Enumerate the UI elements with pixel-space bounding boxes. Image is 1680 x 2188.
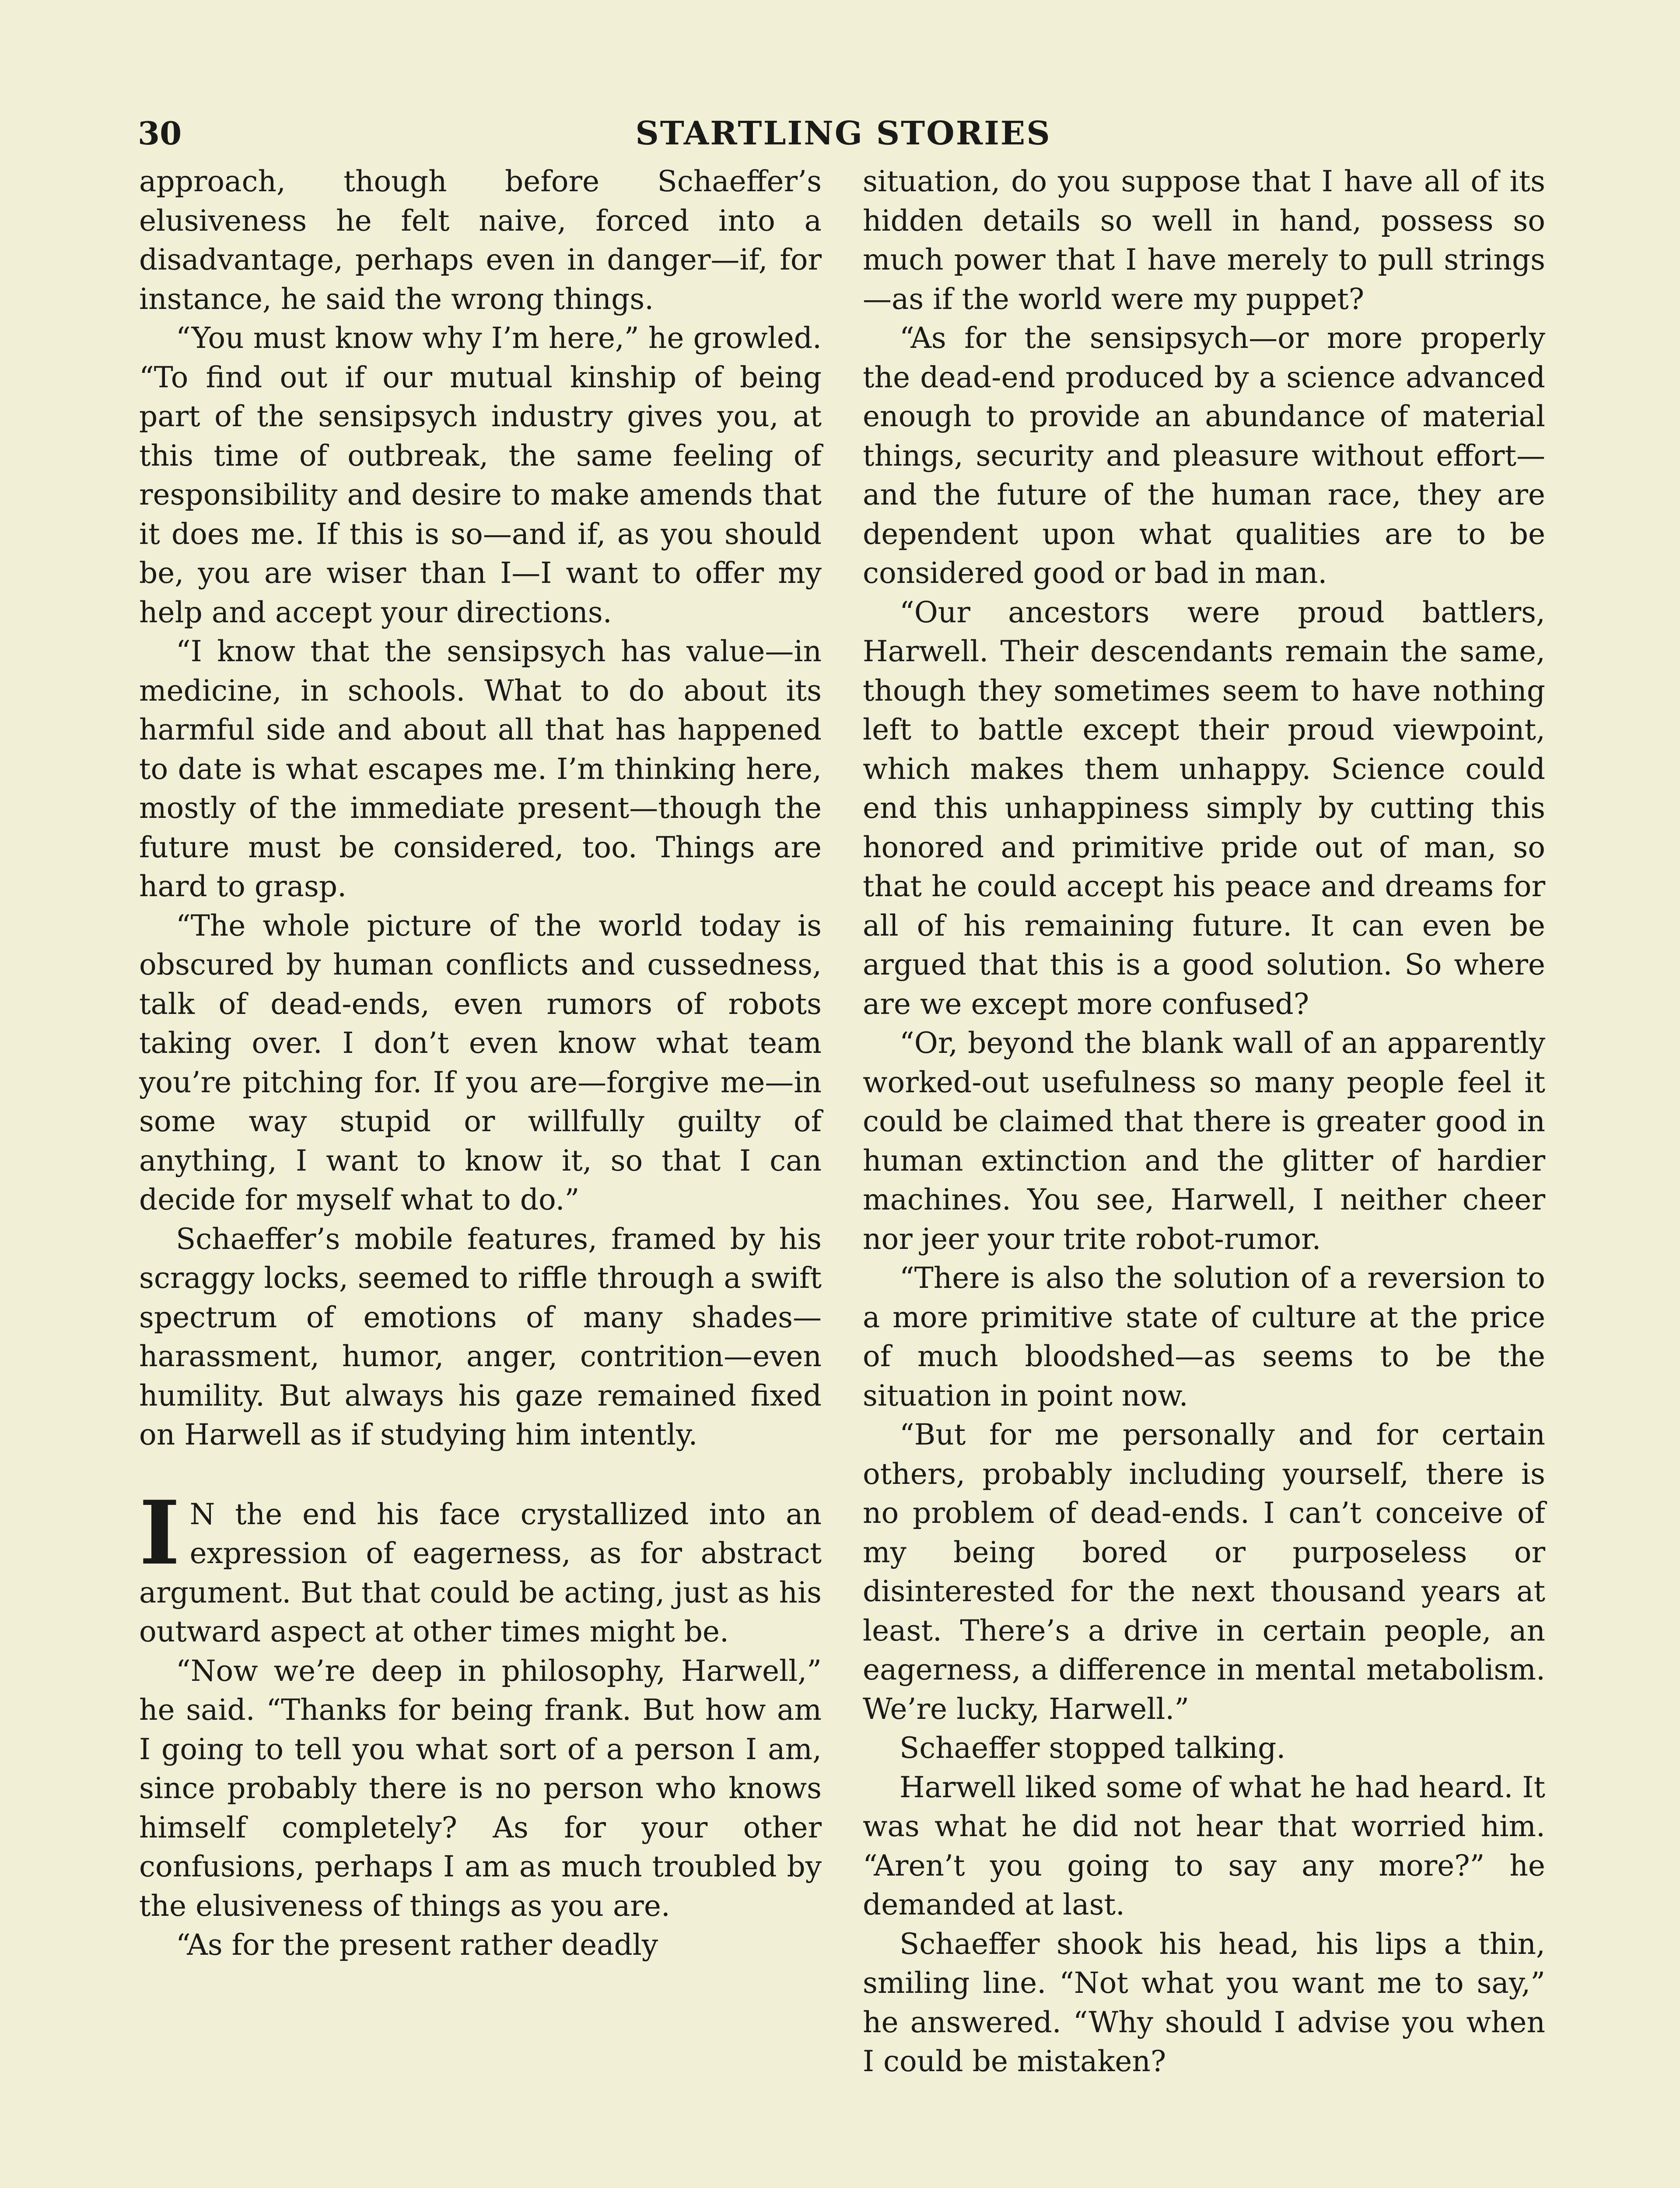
- paragraph-text: “Or, beyond the blank wall of an apparently worked-out usefulness so many people feel it could be claimed that there is greater good in human extinction and the glitter of hardier machines. You see, Harwell, I neither cheer nor jeer your trite robot-rumor.: [863, 1026, 1545, 1256]
- paragraph: [863, 593, 1545, 1024]
- paragraph: [863, 319, 1545, 593]
- paragraph-text: “Our ancestors were proud battlers, Harwell. Their descendants remain the same, though they sometimes seem to have nothing left to battle except their proud viewpoint, which makes them unhappy. Science could end this unhappiness simply by cutting this honored and primitive pride out of man, so that he could accept his peace and dreams for all of his remaining future. It can even be argued that this is a good solution. So where are we except more confused?: [863, 595, 1545, 1021]
- section-break: [139, 1455, 822, 1495]
- paragraph-text: Schaeffer’s mobile features, framed by his scraggy locks, seemed to riffle through a swift spectrum of emotions of many shades—harassment, humor, anger, contrition—even humility. But always his gaze remained fixed on Harwell as if studying him intently.: [139, 1222, 822, 1452]
- drop-cap: I: [139, 1481, 180, 1585]
- paragraph-text: N the end his face crystallized into an expression of eagerness, as for abstract argument. But that could be acting, just as his outward aspect at other times might be.: [139, 1497, 822, 1648]
- page-number: 30: [138, 115, 182, 152]
- paragraph: [139, 632, 822, 906]
- page-header: [138, 112, 1549, 160]
- paragraph: [139, 906, 822, 1220]
- paragraph: [139, 1220, 822, 1455]
- paragraph-text: Schaeffer stopped talking.: [900, 1731, 1286, 1765]
- paragraph: [863, 1415, 1545, 1729]
- paragraph-text: “There is also the solution of a reversion to a more primitive state of culture at the price of much bloodshed—as seems to be the situation in point now.: [863, 1261, 1545, 1413]
- paragraph-text: Schaeffer shook his head, his lips a thin, smiling line. “Not what you want me to say,” he answered. “Why should I advise you when I could be mistaken?: [863, 1927, 1545, 2078]
- paragraph-text: “As for the present rather deadly: [176, 1928, 658, 1962]
- paragraph-text: “Now we’re deep in philosophy, Harwell,” he said. “Thanks for being frank. But how am I going to tell you what sort of a person I am, since probably there is no person who knows himself completely? As for your other confusions, perhaps I am as much troubled by the elusiveness of things as you are.: [139, 1654, 822, 1923]
- paragraph-text: “You must know why I’m here,” he growled. “To find out if our mutual kinship of being part of the sensipsych industry gives you, at this time of outbreak, the same feeling of responsibility and desire to make amends that it does me. If this is so—and if, as you should be, you are wiser than I—I want to offer my help and accept your directions.: [139, 321, 822, 629]
- paragraph: [139, 319, 822, 632]
- paragraph: [863, 1024, 1545, 1259]
- left-column: [139, 162, 822, 1965]
- paragraph-text: “But for me personally and for certain others, probably including yourself, there is no problem of dead-ends. I can’t conceive of my being bored or purposeless or disinterested for the next thousand years at least. There’s a drive in certain people, an eagerness, a difference in mental metabolism. We’re lucky, Harwell.”: [863, 1418, 1545, 1726]
- paragraph: [863, 1259, 1545, 1415]
- paragraph: [139, 1925, 822, 1965]
- paragraph-text: “The whole picture of the world today is obscured by human conflicts and cussedness, talk of dead-ends, even rumors of robots taking over. I don’t even know what team you’re pitching for. If you are—forgive me—in some way stupid or willfully guilty of anything, I want to know it, so that I can decide for myself what to do.”: [139, 908, 822, 1217]
- paragraph: [139, 1652, 822, 1926]
- paragraph-text: Harwell liked some of what he had heard. It was what he did not hear that worried him. “Aren’t you going to say any more?” he demanded at last.: [863, 1770, 1545, 1922]
- paragraph: [139, 1481, 822, 1652]
- paragraph: [863, 1925, 1545, 2081]
- paragraph-text: approach, though before Schaeffer’s elusiveness he felt naive, forced into a disadvantage, perhaps even in danger—if, for instance, he said the wrong things.: [139, 165, 822, 316]
- paragraph: [863, 1729, 1545, 1768]
- paragraph: [139, 162, 822, 319]
- paragraph-text: “As for the sensipsych—or more properly the dead-end produced by a science advanced enough to provide an abundance of material things, security and pleasure without effort—and the future of the human race, they are dependent upon what qualities are to be considered good or bad in man.: [863, 321, 1545, 590]
- paragraph: [863, 1768, 1545, 1925]
- paragraph-text: situation, do you suppose that I have all of its hidden details so well in hand, possess so much power that I have merely to pull strings—as if the world were my puppet?: [863, 165, 1545, 316]
- right-column: [863, 162, 1545, 2081]
- running-head: STARTLING STORIES: [635, 115, 1051, 152]
- paragraph: [863, 162, 1545, 319]
- paragraph-text: “I know that the sensipsych has value—in medicine, in schools. What to do about its harmful side and about all that has happened to date is what escapes me. I’m thinking here, mostly of the immediate present—though the future must be considered, too. Things are hard to grasp.: [139, 635, 822, 903]
